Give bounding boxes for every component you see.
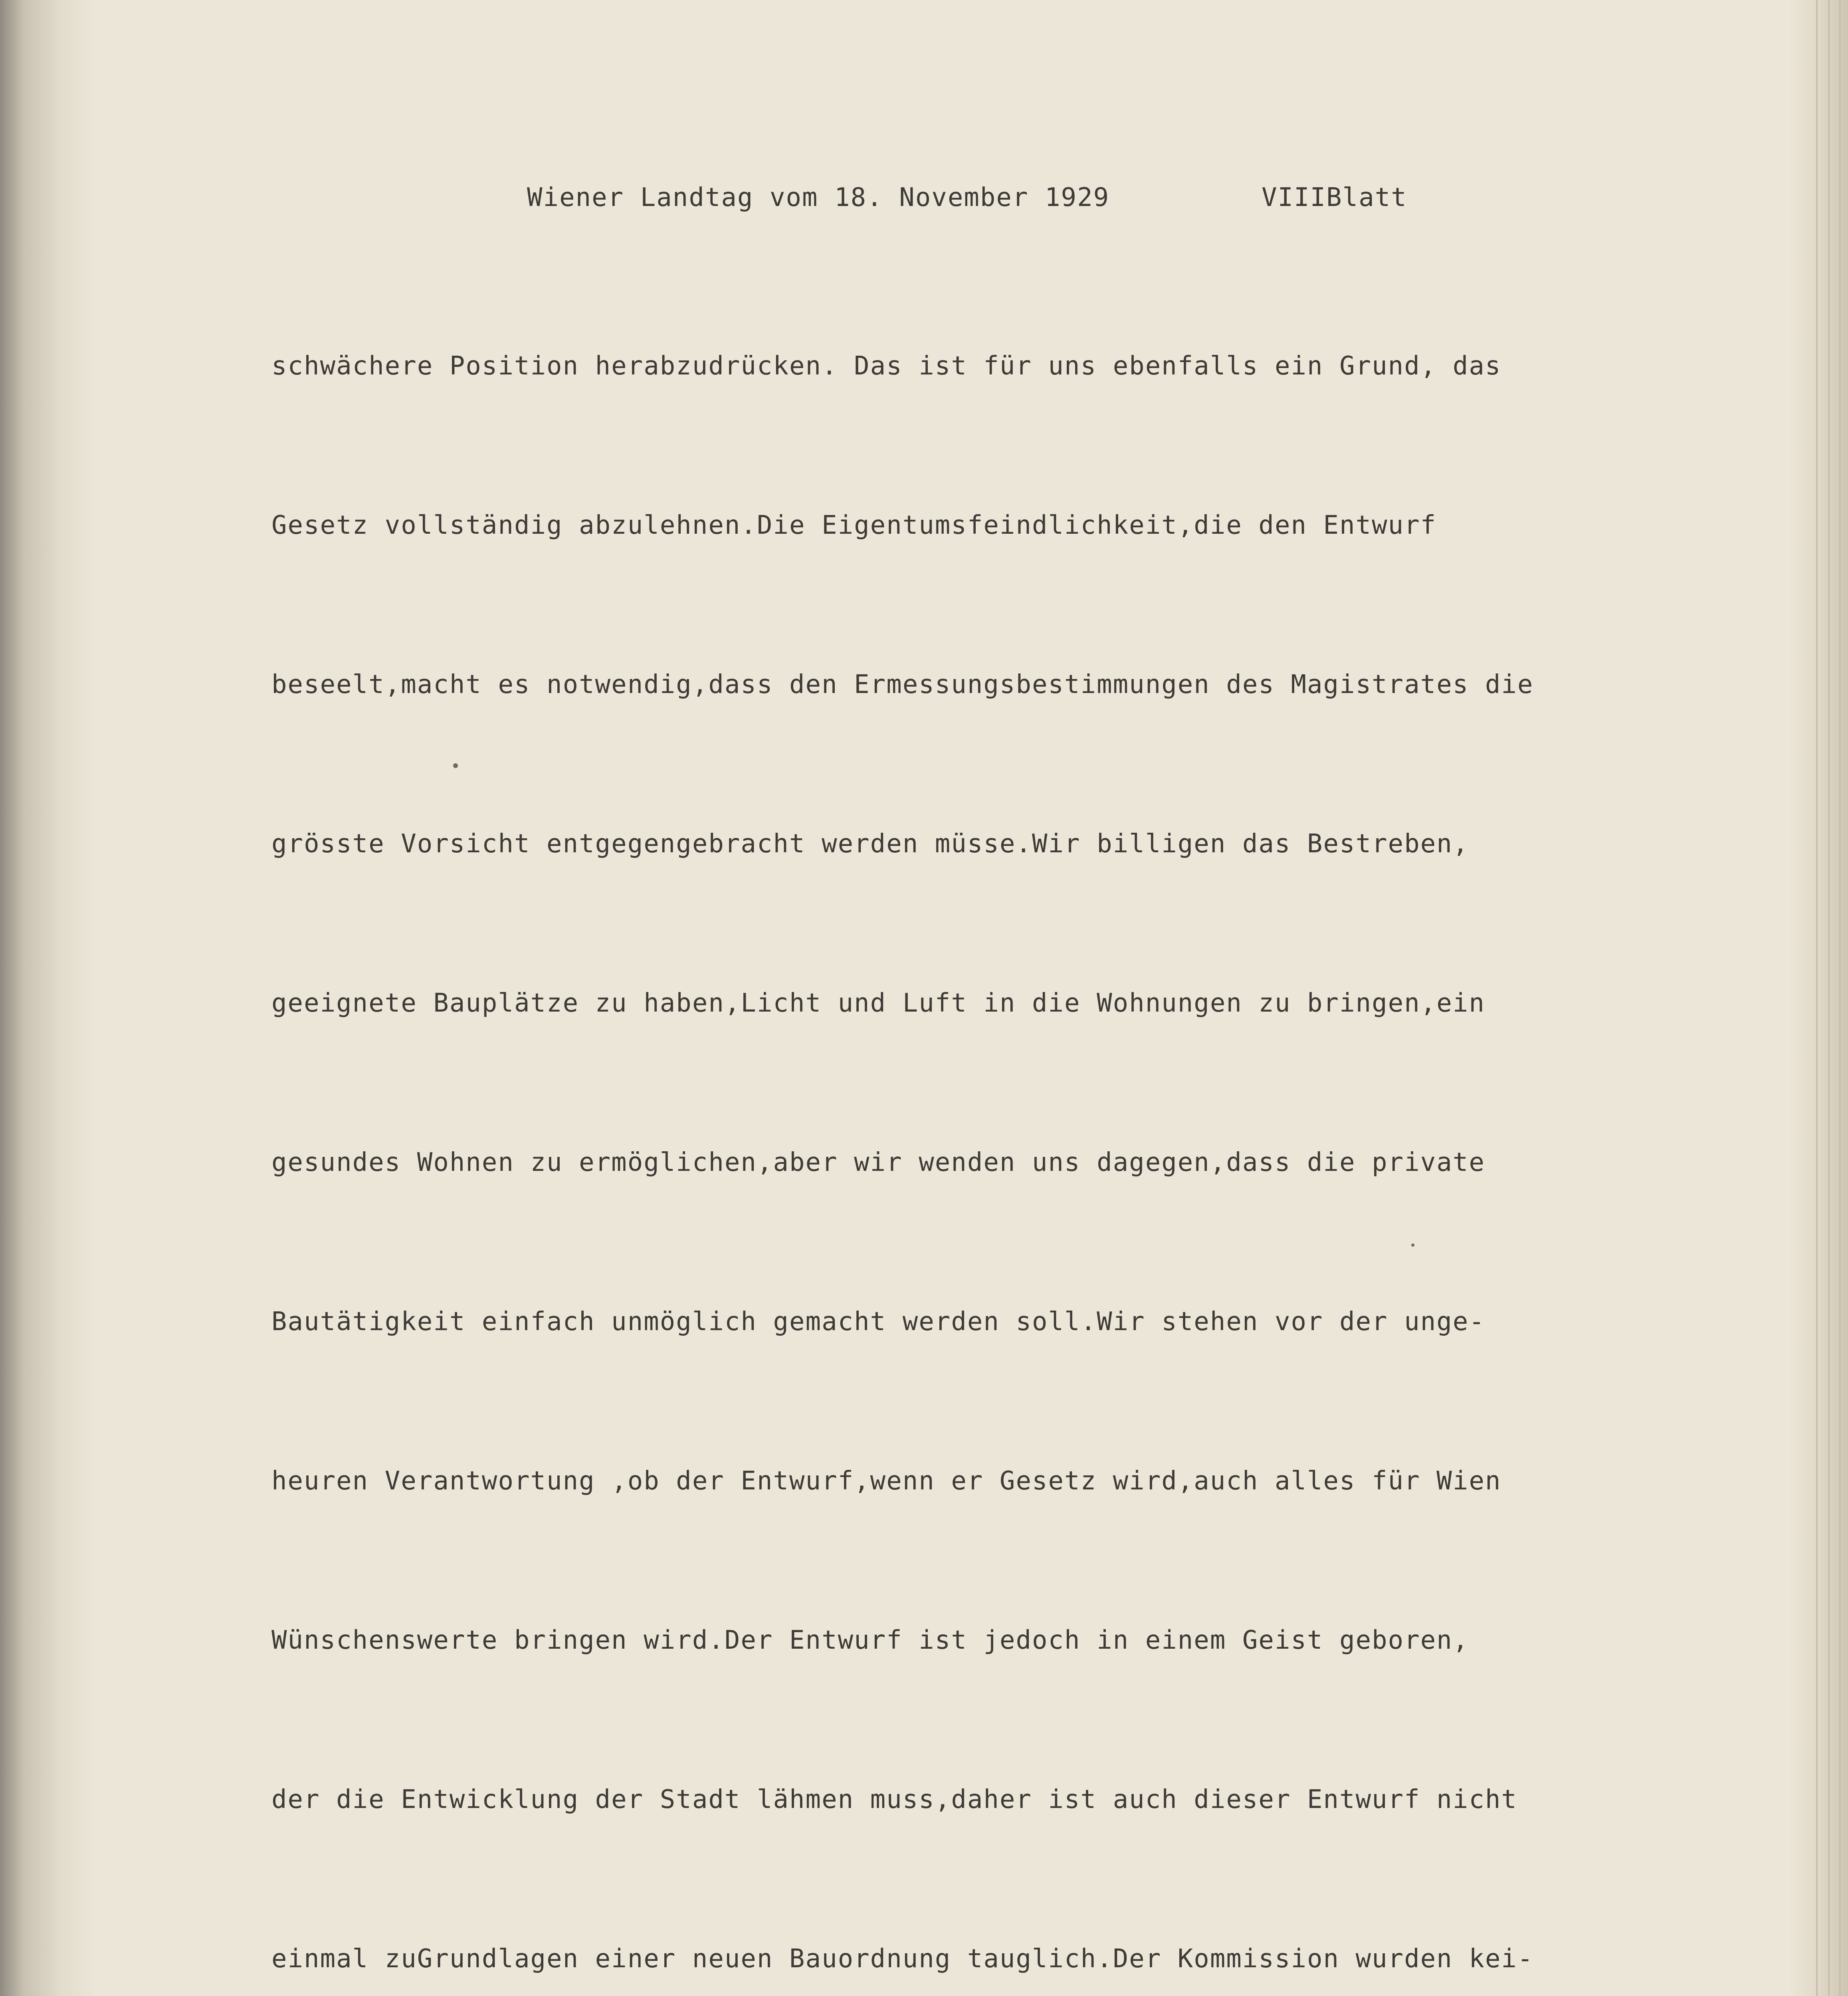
text-line: heuren Verantwortung ,ob der Entwurf,wenn er Gesetz wird,auch alles für Wien bbox=[271, 1466, 1501, 1496]
transcript-body bbox=[271, 234, 1533, 1996]
ink-speck bbox=[453, 763, 458, 768]
text-line: Wünschenswerte bringen wird.Der Entwurf ist jedoch in einem Geist geboren, bbox=[271, 1626, 1469, 1655]
text-line: schwächere Position herabzudrücken. Das ist für uns ebenfalls ein Grund, das bbox=[271, 351, 1501, 381]
text-line: Gesetz vollständig abzulehnen.Die Eigentumsfeindlichkeit,die den Entwurf bbox=[271, 511, 1437, 540]
text-line: einmal zuGrundlagen einer neuen Bauordnung tauglich.Der Kommission wurden kei- bbox=[271, 1944, 1534, 1974]
page-stack-edge bbox=[1788, 0, 1848, 1996]
sheet-number: VIIIBlatt bbox=[1262, 183, 1407, 212]
document-header: Wiener Landtag vom 18. November 1929 bbox=[527, 183, 1110, 212]
book-binding-edge bbox=[0, 0, 96, 1996]
page-edge-line bbox=[1839, 0, 1841, 1996]
text-line: der die Entwicklung der Stadt lähmen muss,daher ist auch dieser Entwurf nicht bbox=[271, 1785, 1517, 1814]
text-line: geeignete Bauplätze zu haben,Licht und Luft in die Wohnungen zu bringen,ein bbox=[271, 988, 1485, 1018]
text-line: Bautätigkeit einfach unmöglich gemacht werden soll.Wir stehen vor der unge- bbox=[271, 1307, 1485, 1337]
text-line: gesundes Wohnen zu ermöglichen,aber wir wenden uns dagegen,dass die private bbox=[271, 1148, 1485, 1177]
text-line: beseelt,macht es notwendig,dass den Ermessungsbestimmungen des Magistrates die bbox=[271, 670, 1534, 699]
text-line: grösste Vorsicht entgegengebracht werden müsse.Wir billigen das Bestreben, bbox=[271, 829, 1469, 859]
ink-speck bbox=[1411, 1244, 1414, 1247]
page-edge-line bbox=[1816, 0, 1818, 1996]
page-edge-line bbox=[1828, 0, 1830, 1996]
